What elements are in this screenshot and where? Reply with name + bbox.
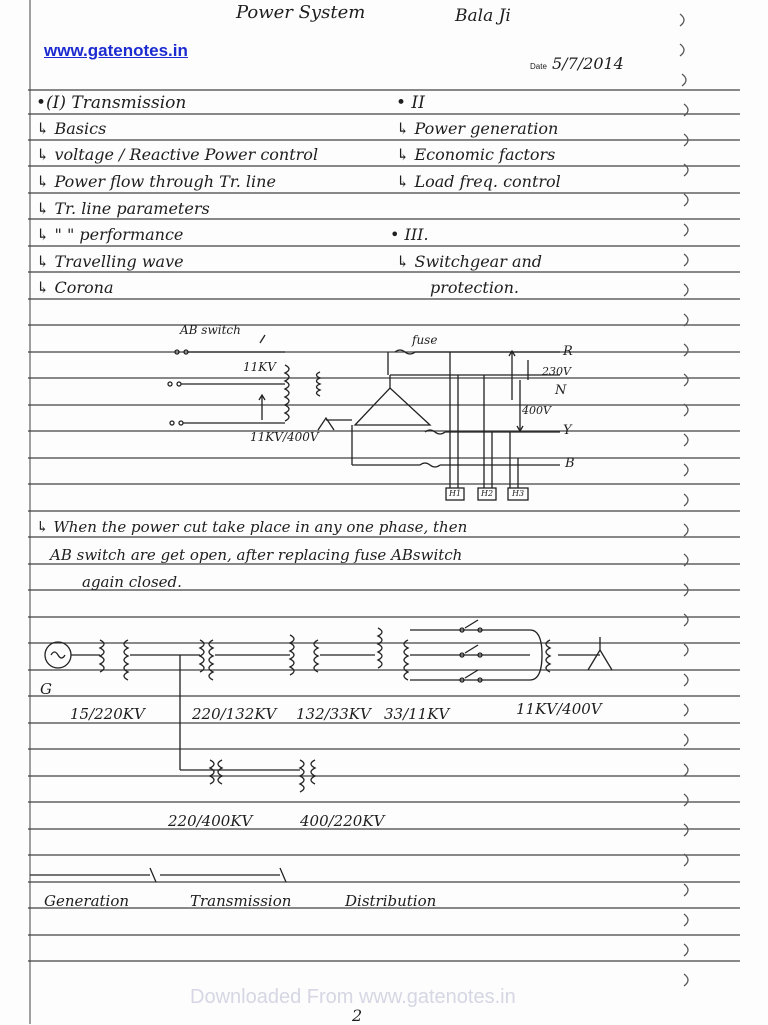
page-number: 2 [352, 1006, 363, 1025]
diagram-distribution-transformer [168, 335, 560, 500]
ratio-label-5: 11KV/400V [516, 700, 602, 718]
left-item-3: ↳ Power flow through Tr. line [36, 172, 276, 191]
left-item-4: ↳ Tr. line parameters [36, 199, 210, 218]
ab-switch-label: AB switch [180, 323, 241, 337]
ratio-label-3: 132/33KV [296, 705, 371, 723]
note-line-2: AB switch are get open, after replacing fuse ABswitch [50, 546, 463, 564]
website-link[interactable]: www.gatenotes.in [44, 41, 188, 60]
section-heading-transmission: •(I) Transmission [36, 93, 187, 113]
right-item-2-1: ↳ Power generation [396, 119, 559, 138]
house-3-label: H3 [512, 489, 525, 498]
right-item-2-2: ↳ Economic factors [396, 145, 556, 164]
right-item-3-2: protection. [430, 278, 519, 297]
author-name: Bala Ji [455, 6, 511, 26]
right-item-3-1: ↳ Switchgear and [396, 252, 543, 271]
note-line-3: again closed. [82, 573, 182, 591]
ratio-label-4: 33/11KV [384, 705, 450, 723]
note-line-1: ↳ When the power cut take place in any one phase, then [36, 518, 468, 536]
ratio-label-2: 220/132KV [192, 705, 277, 723]
left-item-1: ↳ Basics [36, 119, 107, 138]
date-label: Date [530, 62, 547, 71]
section-heading-2: • II [396, 93, 425, 113]
phase-y-label: Y [563, 423, 572, 438]
phase-r-label: R [563, 344, 573, 359]
ratio-label-7: 400/220KV [300, 812, 385, 830]
generator-label: G [40, 680, 52, 698]
kv-11-label: 11KV [243, 360, 276, 374]
download-watermark: Downloaded From www.gatenotes.in [190, 986, 516, 1008]
house-1-label: H1 [449, 489, 462, 498]
date-field [530, 54, 624, 73]
ratio-label-1: 15/220KV [70, 705, 145, 723]
diagram-power-system-single-line [30, 620, 612, 882]
page-title: Power System [236, 2, 366, 23]
phase-b-label: B [565, 456, 575, 471]
date-value: 5/7/2014 [552, 54, 624, 73]
ratio-label-6: 220/400KV [168, 812, 253, 830]
house-2-label: H2 [481, 489, 494, 498]
distribution-label: Distribution [345, 892, 437, 910]
voltage-400-label: 400V [522, 404, 551, 417]
fuse-label: fuse [412, 333, 438, 347]
right-item-2-3: ↳ Load freq. control [396, 172, 561, 191]
left-item-2: ↳ voltage / Reactive Power control [36, 145, 319, 164]
section-heading-3: • III. [390, 225, 429, 244]
left-item-7: ↳ Corona [36, 278, 114, 297]
voltage-230-label: 230V [542, 365, 571, 378]
transformer-ratio-label: 11KV/400V [250, 430, 319, 444]
left-item-6: ↳ Travelling wave [36, 252, 184, 271]
left-item-5: ↳ " " performance [36, 225, 184, 244]
neutral-n-label: N [555, 383, 567, 398]
transmission-label: Transmission [190, 892, 292, 910]
generation-label: Generation [44, 892, 130, 910]
